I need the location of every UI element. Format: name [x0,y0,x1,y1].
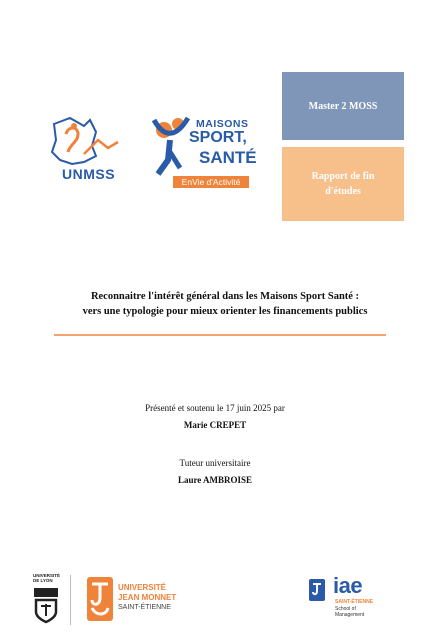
ujm-line3: SAINT-ÉTIENNE [118,604,171,611]
presented-line: Présenté et soutenu le 17 juin 2025 par [145,403,285,413]
report-type-box [282,147,404,221]
tutor-label: Tuteur universitaire [179,458,251,468]
mss-line1: MAISONS [196,118,249,130]
ujm-emblem-icon [86,576,114,622]
unmss-wordmark: UNMSS [62,166,116,182]
iae-wordmark: iae [333,573,363,598]
ujm-line1: UNIVERSITÉ [118,583,167,592]
title-line2: vers une typologie pour mieux orienter les financements publics [82,306,368,317]
document-title [40,289,410,319]
report-type-label: Rapport de fin d'études [311,171,375,197]
iae-school: School of Management [335,606,365,618]
tutor-name: Laure AMBROISE [177,475,253,485]
mss-emblem-icon [148,112,194,178]
udl-lion-icon [32,586,60,624]
logo-separator [70,575,71,625]
mss-line3: SANTÉ [199,148,257,167]
udl-wordmark: UNIVERSITÉ DE LYON [33,573,61,583]
program-box [282,72,404,140]
ujm-line2: JEAN MONNET [118,593,177,602]
iae-city: SAINT-ÉTIENNE [335,599,374,605]
title-line1: Reconnaitre l'intérêt général dans les Maisons Sport Santé : [90,291,360,302]
title-divider [54,334,386,336]
iae-emblem-icon [308,578,326,602]
mss-line2: SPORT, [189,129,247,146]
author-name: Marie CREPET [183,420,247,430]
program-label: Master 2 MOSS [308,100,378,112]
mss-tagline: EnVie d'Activité [173,176,249,188]
